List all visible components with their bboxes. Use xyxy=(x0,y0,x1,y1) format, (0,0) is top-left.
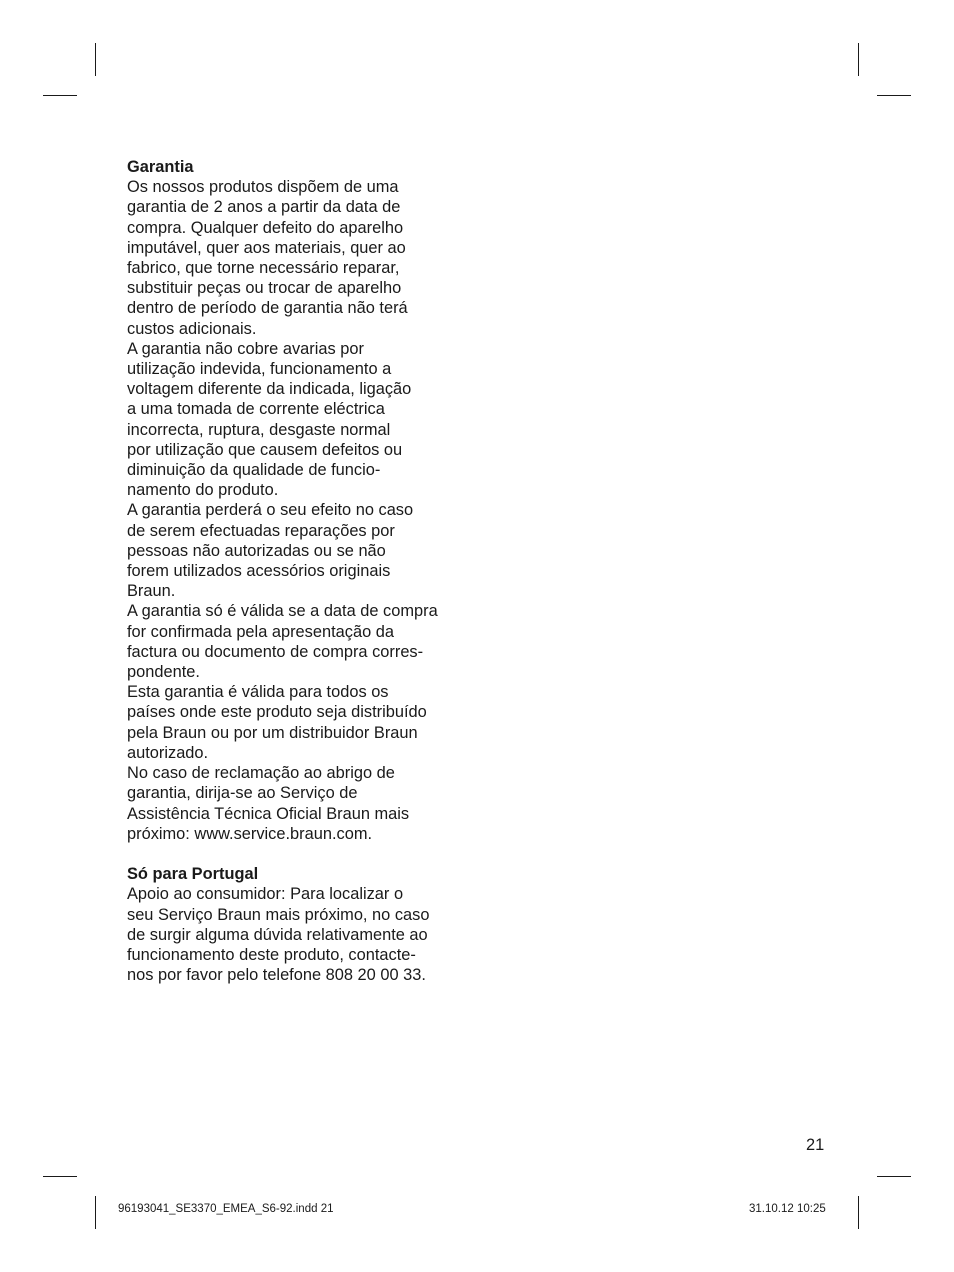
text-line: de serem efectuadas reparações por xyxy=(127,521,395,540)
text-line: substituir peças ou trocar de aparelho xyxy=(127,279,402,298)
crop-mark-top-left-horizontal xyxy=(43,95,77,96)
text-line: próximo: www.service.braun.com. xyxy=(127,824,373,843)
text-line: namento do produto. xyxy=(127,481,279,500)
text-line: Assistência Técnica Oficial Braun mais xyxy=(127,804,410,823)
text-line: compra. Qualquer defeito do aparelho xyxy=(127,218,404,237)
text-line: a uma tomada de corrente eléctrica xyxy=(127,400,385,419)
text-line: voltagem diferente da indicada, ligação xyxy=(127,380,412,399)
portugal-text xyxy=(127,884,472,985)
text-line: garantia, dirija-se ao Serviço de xyxy=(127,784,358,803)
warranty-heading: Garantia xyxy=(127,158,194,176)
text-line: A garantia não cobre avarias por xyxy=(127,339,364,358)
text-line: custos adicionais. xyxy=(127,319,257,338)
text-line: de surgir alguma dúvida relativamente ao xyxy=(127,925,428,944)
text-line: Braun. xyxy=(127,582,176,601)
text-line: incorrecta, ruptura, desgaste normal xyxy=(127,420,391,439)
document-body xyxy=(127,157,472,985)
portugal-heading: Só para Portugal xyxy=(127,865,259,884)
crop-mark-bottom-right-horizontal xyxy=(877,1176,911,1177)
text-line: dentro de período de garantia não terá xyxy=(127,299,408,318)
text-line: imputável, quer aos materiais, quer ao xyxy=(127,238,406,257)
crop-mark-top-left-vertical xyxy=(95,43,96,76)
page-number: 21 xyxy=(806,1136,825,1154)
text-line: nos por favor pelo telefone 808 20 00 33. xyxy=(127,966,426,985)
slug-datetime: 31.10.12 10:25 xyxy=(749,1203,826,1215)
crop-mark-bottom-left-vertical xyxy=(95,1196,96,1229)
text-line: No caso de reclamação ao abrigo de xyxy=(127,764,395,783)
warranty-text xyxy=(127,177,472,844)
crop-mark-bottom-right-vertical xyxy=(858,1196,859,1229)
section-gap xyxy=(127,844,472,864)
text-line: forem utilizados acessórios originais xyxy=(127,562,391,581)
text-line: Esta garantia é válida para todos os xyxy=(127,683,389,702)
crop-mark-top-right-vertical xyxy=(858,43,859,76)
text-line: funcionamento deste produto, contacte- xyxy=(127,945,416,964)
slug-file-info: 96193041_SE3370_EMEA_S6-92.indd 21 xyxy=(118,1203,334,1215)
text-line: pondente. xyxy=(127,663,200,682)
text-line: utilização indevida, funcionamento a xyxy=(127,360,392,379)
text-line: for confirmada pela apresentação da xyxy=(127,622,394,641)
portugal-section xyxy=(127,864,472,985)
crop-mark-top-right-horizontal xyxy=(877,95,911,96)
text-line: fabrico, que torne necessário reparar, xyxy=(127,259,400,278)
text-line: factura ou documento de compra corres- xyxy=(127,642,424,661)
text-line: A garantia só é válida se a data de compra xyxy=(127,602,438,621)
crop-mark-bottom-left-horizontal xyxy=(43,1176,77,1177)
text-line: pela Braun ou por um distribuidor Braun xyxy=(127,723,418,742)
text-line: autorizado. xyxy=(127,743,209,762)
text-line: garantia de 2 anos a partir da data de xyxy=(127,198,401,217)
text-line: países onde este produto seja distribuído xyxy=(127,703,427,722)
text-line: pessoas não autorizadas ou se não xyxy=(127,541,386,560)
text-line: seu Serviço Braun mais próximo, no caso xyxy=(127,905,430,924)
text-line: por utilização que causem defeitos ou xyxy=(127,440,403,459)
text-line: Apoio ao consumidor: Para localizar o xyxy=(127,885,404,904)
text-line: diminuição da qualidade de funcio- xyxy=(127,461,381,480)
warranty-section xyxy=(127,157,472,844)
text-line: Os nossos produtos dispõem de uma xyxy=(127,178,399,197)
text-line: A garantia perderá o seu efeito no caso xyxy=(127,501,414,520)
